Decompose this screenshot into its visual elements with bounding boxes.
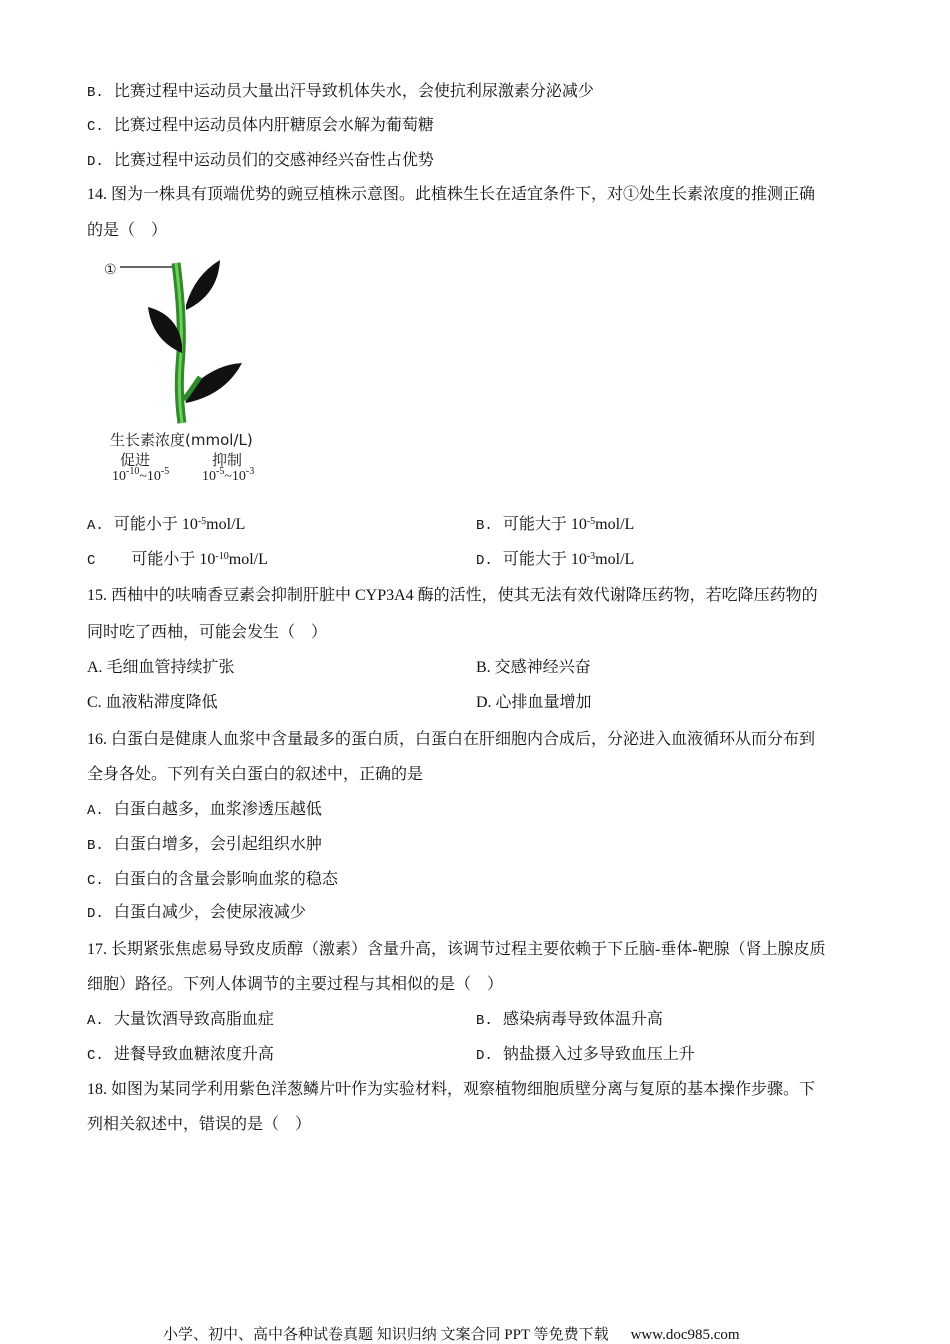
option-label: C (87, 553, 96, 569)
range-base: 10 (202, 469, 216, 484)
q17-option-b (476, 1010, 663, 1031)
option-label: B. (87, 85, 104, 101)
option-exp: -5 (586, 516, 596, 527)
figure-promote-range (112, 466, 170, 485)
q18-stem-line2: 列相关叙述中，错误的是（ ） (87, 1116, 312, 1133)
option-label: B. (476, 518, 493, 534)
footer-url[interactable]: www.doc985.com (630, 1327, 740, 1343)
pea-plant-figure (100, 255, 280, 490)
q13-option-d (87, 151, 434, 172)
q15-option-d: D. 心排血量增加 (476, 694, 592, 711)
option-text: 白蛋白的含量会影响血浆的稳态 (113, 871, 338, 888)
option-exp: -3 (586, 551, 596, 562)
option-label: B. (476, 1013, 493, 1029)
q15-option-a: A. 毛细血管持续扩张 (87, 659, 235, 676)
q14-option-d (476, 550, 634, 571)
range-exp: -10 (126, 466, 140, 477)
option-text: 可能大于 10 (502, 516, 587, 533)
q14-option-a (87, 515, 245, 536)
range-base: 10 (112, 469, 126, 484)
option-label: A. (87, 518, 104, 534)
q16-stem-line1: 16. 白蛋白是健康人血浆中含量最多的蛋白质，白蛋白在肝细胞内合成后，分泌进入血液循环从而分布到 (87, 731, 816, 748)
option-label: D. (87, 906, 104, 922)
q14-stem-line1: 14. 图为一株具有顶端优势的豌豆植株示意图。此植株生长在适宜条件下，对①处生长素浓度的推测正确 (87, 186, 816, 203)
q15-option-c: C. 血液粘滞度降低 (87, 694, 218, 711)
q15-option-b: B. 交感神经兴奋 (476, 659, 591, 676)
option-text: 比赛过程中运动员体内肝糖原会水解为葡萄糖 (113, 117, 434, 134)
option-label: C. (87, 1048, 104, 1064)
option-label: A. (87, 1013, 104, 1029)
q13-option-b (87, 82, 594, 103)
option-label: C. (87, 873, 104, 889)
q16-option-b (87, 835, 322, 856)
option-label: D. (87, 154, 104, 170)
option-text: 钠盐摄入过多导致血压上升 (502, 1046, 695, 1063)
q16-option-d (87, 903, 306, 924)
figure-inhibit-label: 抑制 (212, 451, 243, 469)
option-text: 大量饮酒导致高脂血症 (113, 1011, 274, 1028)
q16-option-c (87, 870, 338, 891)
q16-option-a (87, 800, 322, 821)
q16-stem-line2: 全身各处。下列有关白蛋白的叙述中，正确的是 (87, 766, 424, 783)
range-base: 10 (146, 469, 161, 484)
pea-plant-illustration (100, 255, 280, 425)
range-base: 10 (231, 469, 246, 484)
marker-circle-1: ① (104, 262, 117, 278)
option-text: 感染病毒导致体温升高 (502, 1011, 663, 1028)
page-footer (163, 1323, 740, 1344)
option-unit: mol/L (228, 551, 268, 568)
range-exp: -5 (160, 466, 170, 477)
q17-option-a (87, 1010, 274, 1031)
option-label: D. (476, 553, 493, 569)
q17-stem-line1: 17. 长期紧张焦虑易导致皮质醇（激素）含量升高，该调节过程主要依赖于下丘脑-垂体-靶腺（肾上腺皮质 (87, 941, 826, 958)
q15-stem-line1: 15. 西柚中的呋喃香豆素会抑制肝脏中 CYP3A4 酶的活性，使其无法有效代谢降压药物，若吃降压药物的 (87, 587, 818, 604)
q14-stem-line2: 的是（ ） (87, 222, 168, 239)
option-text: 白蛋白减少，会使尿液减少 (113, 904, 306, 921)
option-exp: -5 (197, 516, 207, 527)
q14-option-b (476, 515, 634, 536)
q17-option-d (476, 1045, 695, 1066)
q15-stem-line2: 同时吃了西柚，可能会发生（ ） (87, 624, 328, 641)
q13-option-c (87, 116, 434, 137)
option-unit: mol/L (595, 551, 635, 568)
option-text: 可能大于 10 (502, 551, 587, 568)
range-exp: -5 (216, 466, 225, 477)
option-label: D. (476, 1048, 493, 1064)
range-sep: ~ (139, 469, 147, 484)
option-text: 进餐导致血糖浓度升高 (113, 1046, 274, 1063)
q14-option-c (87, 550, 268, 571)
option-label: B. (87, 838, 104, 854)
q17-option-c (87, 1045, 274, 1066)
option-exp: -10 (215, 551, 229, 562)
option-text: 比赛过程中运动员大量出汗导致机体失水，会使抗利尿激素分泌减少 (113, 83, 594, 100)
footer-text: 小学、初中、高中各种试卷真题 知识归纳 文案合同 PPT 等免费下载 (163, 1327, 609, 1343)
q18-stem-line1: 18. 如图为某同学利用紫色洋葱鳞片叶作为实验材料，观察植物细胞质壁分离与复原的基本操作步骤。下 (87, 1081, 816, 1098)
range-sep: ~ (224, 469, 232, 484)
option-text: 可能小于 10 (131, 551, 216, 568)
option-text: 比赛过程中运动员们的交感神经兴奋性占优势 (113, 152, 434, 169)
option-text: 白蛋白增多，会引起组织水肿 (113, 836, 322, 853)
option-label: C. (87, 119, 104, 135)
option-unit: mol/L (206, 516, 246, 533)
range-exp: -3 (245, 466, 255, 477)
option-label: A. (87, 803, 104, 819)
figure-promote-label: 促进 (120, 451, 151, 469)
option-unit: mol/L (595, 516, 635, 533)
figure-inhibit-range (202, 466, 255, 485)
option-text: 白蛋白越多，血浆渗透压越低 (113, 801, 322, 818)
option-text: 可能小于 10 (113, 516, 198, 533)
q17-stem-line2: 细胞）路径。下列人体调节的主要过程与其相似的是（ ） (87, 976, 504, 993)
figure-title: 生长素浓度(mmol/L) (110, 431, 253, 449)
